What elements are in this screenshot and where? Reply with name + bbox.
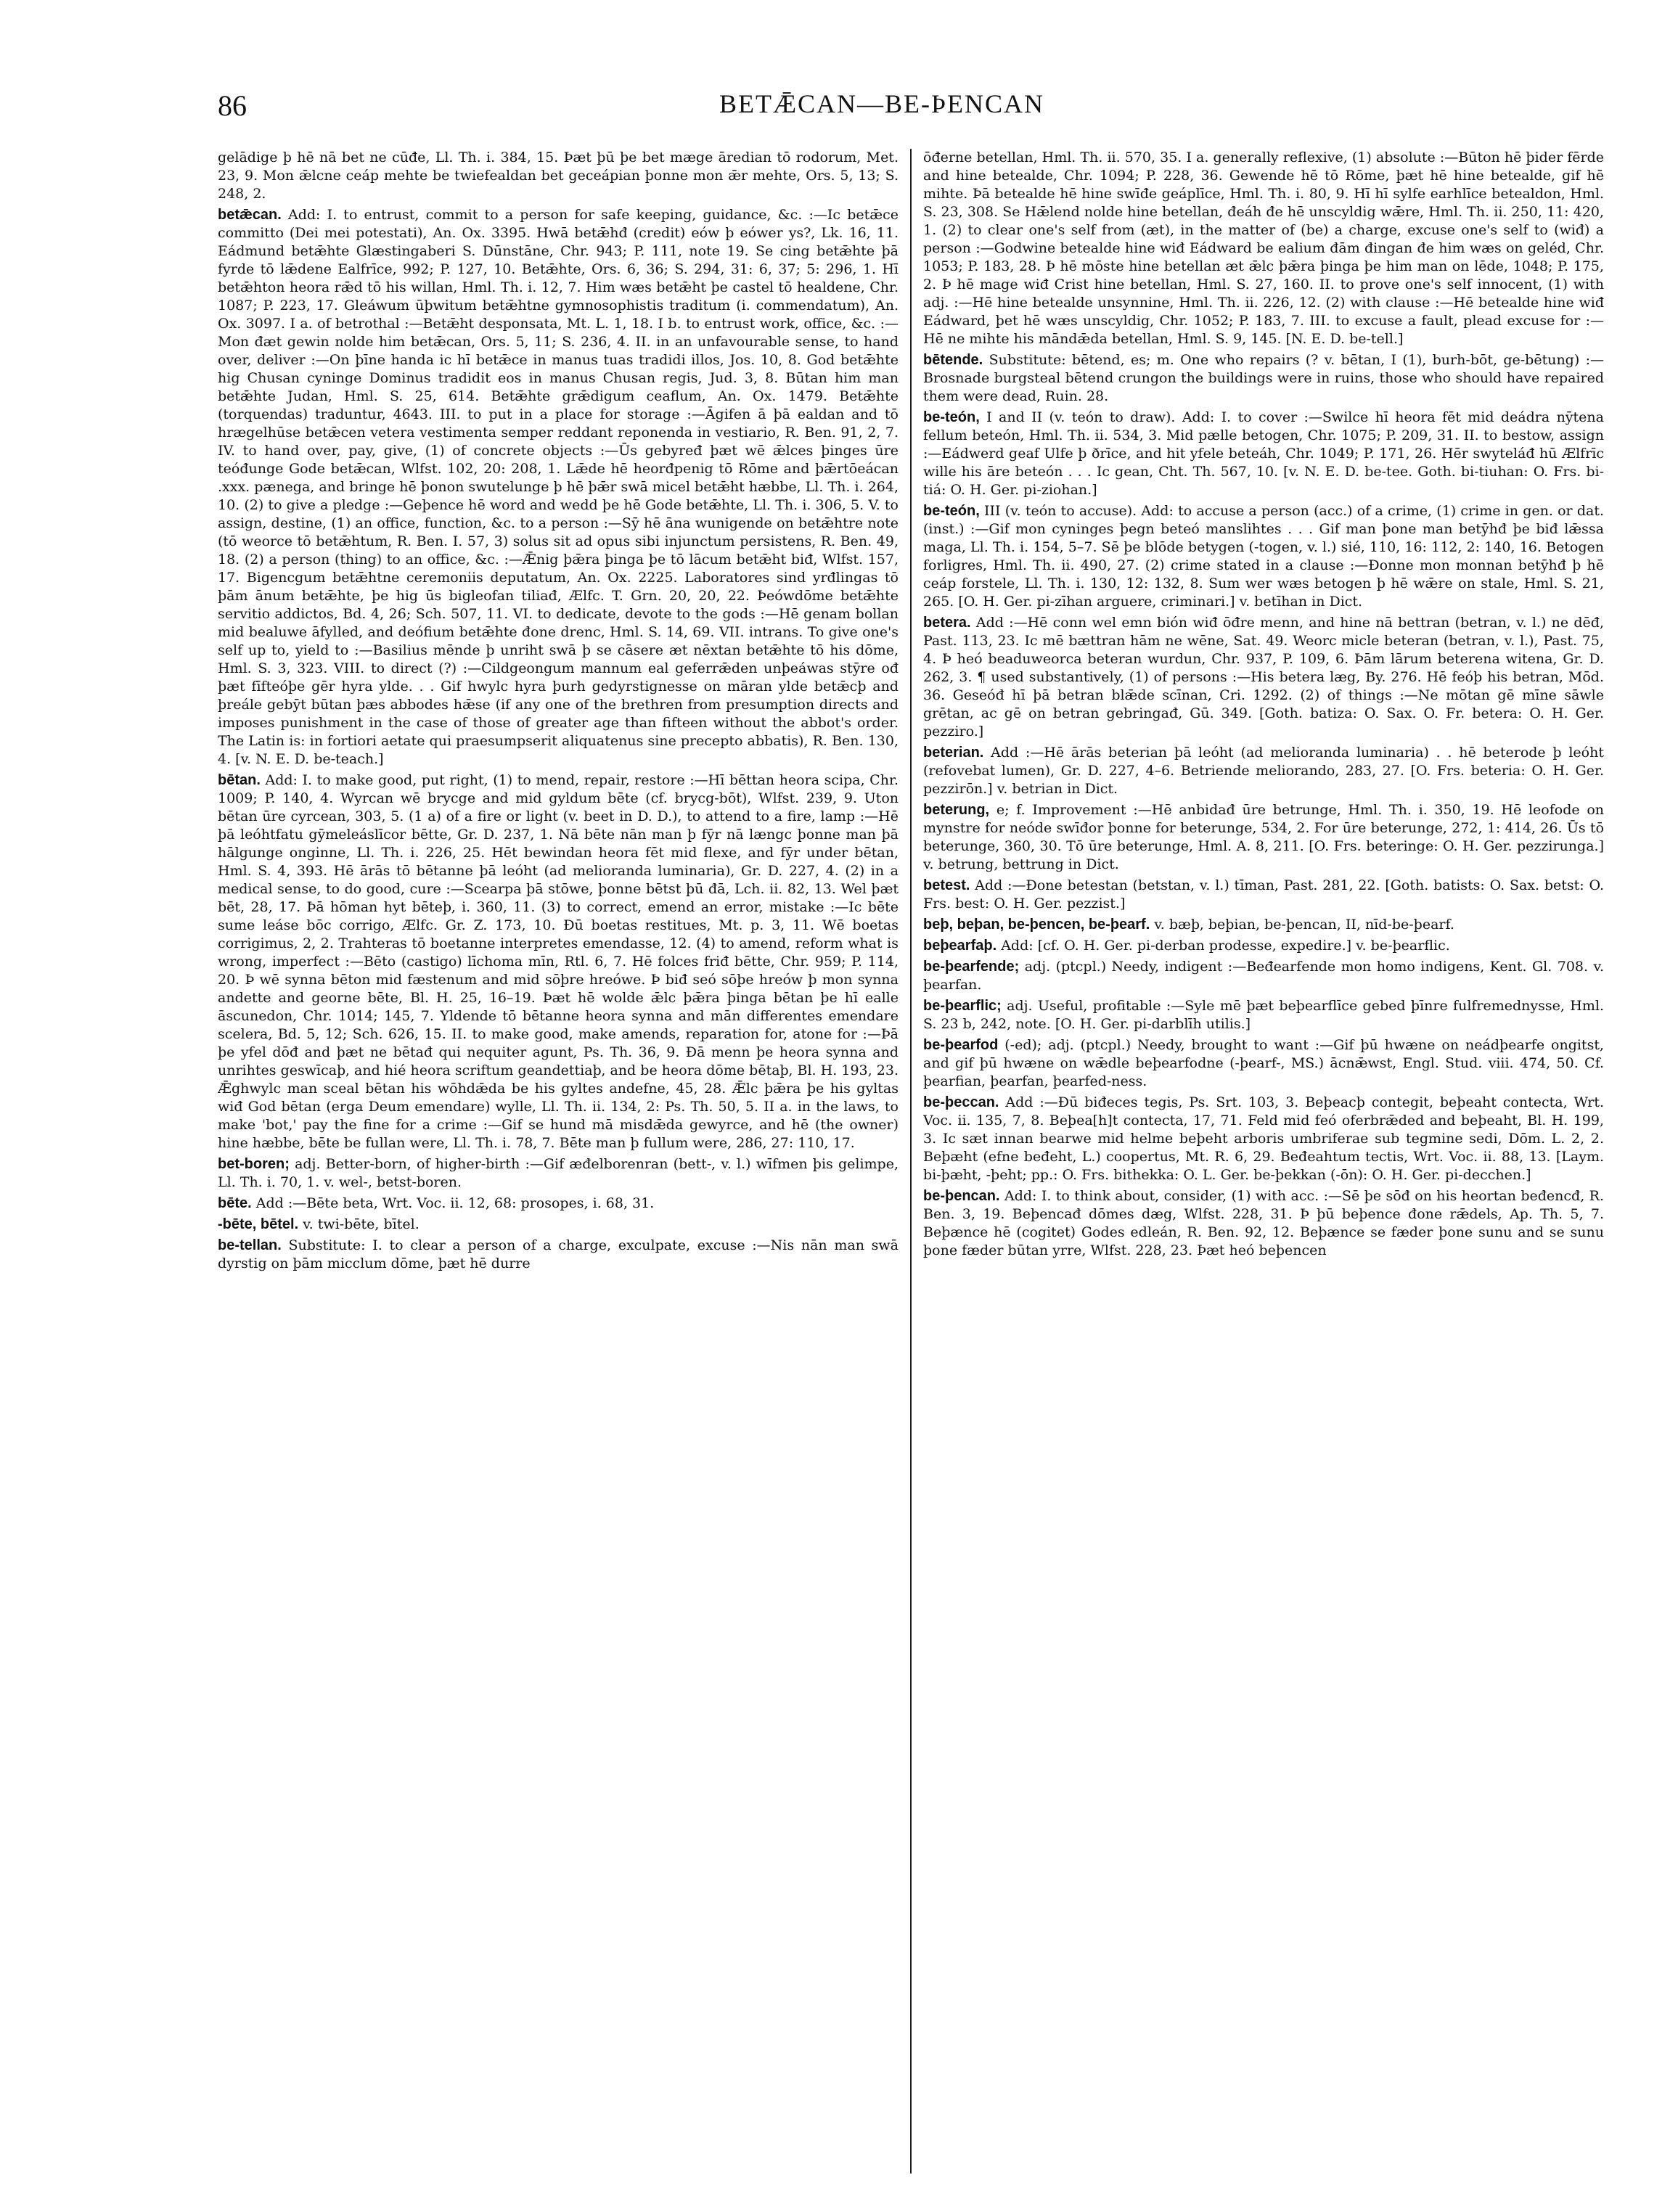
right-column	[923, 149, 1604, 2181]
page-number: 86	[218, 89, 247, 122]
dictionary-entry	[923, 502, 1604, 611]
dictionary-entry	[923, 1187, 1604, 1260]
entry-text: Add :—Hē conn wel emn bión wiđ ōđre menn, and hine nā bettran (betran, v. l.) ne dēđ, Past. 113, 23. Ic mē bættran hām ne wēne, Sat. 49. Weorc micle beteran (betran, v. l.), Past. 75, 4. Þ heó beaduweorca beteran wurdun, Chr. 937, P. 109, 6. Þām lārum beterena witena, Gr. D. 262, 3. ¶ used substantively, (1) of persons :—His betera læg, By. 276. Hē feóþ his betran, Mōd. 36. Geseóđ hī þā betran blǣde scīnan, Cri. 1292. (2) of things :—Ne mōtan gē mīne sāwle grētan, ac gē on betran gebringađ, Gū. 349. [Goth. batiza: O. Sax. O. Fr. betera: O. H. Ger. pezziro.]	[923, 615, 1604, 740]
dictionary-entry	[923, 409, 1604, 499]
dictionary-entry	[218, 1216, 899, 1234]
dictionary-entry	[218, 149, 899, 203]
entry-headword: be-þencan.	[923, 1188, 1000, 1204]
entry-headword: beterung,	[923, 802, 990, 818]
entry-headword: be-þearflic;	[923, 998, 1002, 1014]
dictionary-entry	[923, 997, 1604, 1033]
entry-text: Substitute: bētend, es; m. One who repairs (? v. bētan, I (1), burh-bōt, ge-bētung) :—Brosnade burgsteal bētend crungon the buildings were in ruins, those who should have repaired them were dead, Ruin. 28.	[923, 352, 1604, 404]
entry-headword: betera.	[923, 615, 971, 631]
dictionary-entry	[923, 801, 1604, 874]
entry-headword: bet-boren;	[218, 1156, 290, 1172]
entry-headword: be-tellan.	[218, 1237, 282, 1253]
entry-text: adj. (ptcpl.) Needy, indigent :—Beđearfende mon homo indigens, Kent. Gl. 708. v. þearfan.	[923, 959, 1604, 993]
dictionary-entry	[923, 351, 1604, 406]
running-head: BETǢCAN—BE-ÞENCAN	[719, 89, 1045, 118]
entry-text: adj. Better-born, of higher-birth :—Gif æđelborenran (bett-, v. l.) wīfmen þis gelimpe, Ll. Th. i. 70, 1. v. wel-, betst-boren.	[218, 1156, 899, 1190]
dictionary-entry	[923, 149, 1604, 348]
entry-headword: be-þeccan.	[923, 1094, 999, 1110]
dictionary-entry	[218, 1155, 899, 1192]
entry-headword: bētende.	[923, 352, 983, 368]
entry-headword: bētan.	[218, 772, 261, 788]
dictionary-entry	[923, 614, 1604, 741]
dictionary-entry	[218, 1195, 899, 1213]
entry-text: Add :—Đone betestan (betstan, v. l.) tīman, Past. 281, 22. [Goth. batists: O. Sax. betst: O. Frs. best: O. H. Ger. pezzist.]	[923, 877, 1604, 912]
entry-text: Add: I. to think about, consider, (1) with acc. :—Sē þe sōđ on his heortan beđencđ, R. Ben. 3, 19. Beþencađ dōmes dæg, Wlfst. 228, 31. Þ þū beþence đone rǣdels, Ap. Th. 5, 7. Beþænce hē (cogitet) Godes edleán, R. Ben. 92, 12. Beþænce se fæder þone sunu and se sunu þone fæder būtan yrre, Wlfst. 228, 23. Þæt heó beþencen	[923, 1188, 1604, 1258]
entry-text: Add: [cf. O. H. Ger. pi-derban prodesse, expedire.] v. be-þearflic.	[1001, 938, 1450, 954]
entry-text: v. bæþ, beþian, be-þencan, II, nīd-be-þearf.	[1154, 917, 1454, 933]
entry-text: Add :—Hē ārās beterian þā leóht (ad melioranda luminaria) . . hē beterode þ leóht (refovebat lumen), Gr. D. 227, 4–6. Betriende meliorando, 283, 27. [O. Frs. beteria: O. H. Ger. pezzirōn.] v. betrian in Dict.	[923, 745, 1604, 797]
entry-headword: bēte.	[218, 1195, 252, 1211]
dictionary-entry	[923, 877, 1604, 913]
entry-text: adj. Useful, profitable :—Syle mē þæt beþearflīce gebed þīnre fulfremednysse, Hml. S. 23 b, 242, note. [O. H. Ger. pi-darblīh utilis.]	[923, 998, 1604, 1032]
entry-headword: beþearfaþ.	[923, 938, 997, 954]
entry-text: III (v. teón to accuse). Add: to accuse a person (acc.) of a crime, (1) crime in gen. or dat. (inst.) :—Gif mon cyninges þegn beteó manslihtes . . . Gif man þone man betȳhđ þe biđ lǣssa maga, Ll. Th. i. 154, 5–7. Sē þe blōde betygen (-togen, v. l.) sié, 110, 16: 112, 2: 140, 16. Betogen forligres, Hml. Th. ii. 490, 27. (2) crime stated in a clause :—Đonne mon monnan betȳhđ þ hē ceáp forstele, Ll. Th. i. 130, 12: 132, 8. Sum wer wæs betogen þ hē wǣre on stale, Hml. S. 21, 265. [O. H. Ger. pi-zīhan arguere, criminari.] v. betīhan in Dict.	[923, 503, 1604, 610]
entry-text: Add :—Đū biđeces tegis, Ps. Srt. 103, 3. Beþeacþ contegit, beþeaht contecta, Wrt. Voc. ii. 135, 7, 8. Beþea[h]t contecta, 17, 71. Feld mid feó oferbrǣded and beþeaht, Bl. H. 199, 3. Ic sæt innan bearwe mid helme beþeht arboris umbriferae sub tegmine sedi, Dōm. L. 2, 2. Beþæht (efne beđeht, L.) coopertus, Mt. R. 6, 29. Beđeahtum tectis, Wrt. Voc. ii. 88, 13. [Laym. bi-þæht, -þeht; pp.: O. Frs. bithekka: O. L. Ger. be-þekkan (-ōn): O. H. Ger. pi-decchen.]	[923, 1094, 1604, 1183]
entry-text: v. twi-bēte, bītel.	[303, 1216, 420, 1232]
page-header	[218, 89, 1546, 132]
dictionary-entry	[923, 937, 1604, 955]
dictionary-entry	[218, 206, 899, 769]
dictionary-entry	[923, 1036, 1604, 1091]
entry-text: ōđerne betellan, Hml. Th. ii. 570, 35. I a. generally reflexive, (1) absolute :—Būton hē þider fērde and hine betealde, Chr. 1094; P. 228, 36. Gewende hē tō Rōme, þæt hē hine betealde, gif hē mihte. Þā betealde hē hine swīđe geáplīce, Hml. Th. i. 80, 9. Hī hī sylfe earhlīce betealdon, Hml. S. 23, 308. Se Hǣlend nolde hine betellan, đeáh đe hē unscyldig wǣre, Hml. Th. ii. 250, 11: 420, 1. (2) to clear one's self from (æt), in the matter of (be) a charge, excuse one's self to (wiđ) a person :—Godwine betealde hine wiđ Eádward be ealium đām đingan đe him wæs on geléd, Chr. 1053; P. 183, 28. Þ hē mōste hine betellan æt ǣlc þǣra þinga þe him man on lēde, 1048; P. 175, 2. Þ hē mage wiđ Crist hine betellan, Hml. S. 27, 160. II. to prove one's self innocent, (1) with adj. :—Hē hine betealde unsynnine, Hml. Th. ii. 226, 12. (2) with clause :—Hē betealde hine wiđ Eádward, þet hē wæs unscyldig, Chr. 1052; P. 183, 7. III. to excuse a fault, plead excuse for :—Hē ne mihte his māndǣda betellan, Hml. S. 9, 145. [N. E. D. be-tell.]	[923, 149, 1604, 347]
entry-text: I and II (v. teón to draw). Add: I. to cover :—Swilce hī heora fēt mid deádra nȳtena fellum beteón, Hml. Th. ii. 534, 3. Mid pælle betogen, Chr. 1075; P. 209, 31. II. to bestow, assign :—Eádwerd geaf Ulfe þ ðrīce, and hit yfele beteáh, Chr. 1049; P. 171, 26. Hēr swyteláđ hū Ælfrīc wille his āre beteón . . . Ic gean, Cht. Th. 567, 10. [v. N. E. D. be-tee. Goth. bi-tiuhan: O. Frs. bi-tiá: O. H. Ger. pi-ziohan.]	[923, 409, 1604, 498]
entry-text: (-ed); adj. (ptcpl.) Needy, brought to want :—Gif þū hwæne on neádþearfe ongitst, and gif þū hwæne on wǣdle beþearfodne (-þearf-, MS.) ācnǣwst, Engl. Stud. viii. 474, 50. Cf. þearfian, þearfan, þearfed-ness.	[923, 1037, 1604, 1089]
entry-text: Add: I. to make good, put right, (1) to mend, repair, restore :—Hī bēttan heora scipa, Chr. 1009; P. 140, 4. Wyrcan wē brycge and mid gyldum bēte (cf. brycg-bōt), Wlfst. 239, 9. Uton bētan ūre cyrcean, 303, 5. (1 a) of a fire or light (v. beet in D. D.), to attend to a fire, lamp :—Hē þā leóhtfatu gȳmeleáslīcor bētte, Gr. D. 237, 1. Nā bēte nān man þ fȳr nā længc þonne man þā hālgunge onginne, Ll. Th. i. 226, 25. Hēt bewindan heora fēt mid flexe, and fȳr under bētan, Hml. S. 4, 393. Hē ārās tō bētanne þā leóht (ad melioranda luminaria), Gr. D. 227, 4. (2) in a medical sense, to do good, cure :—Scearpa þā stōwe, þonne bētst þū đā, Lch. ii. 82, 13. Wel þæt bēt, 28, 17. Þā hōman hyt bēteþ, i. 360, 11. (3) to correct, emend an error, mistake :—Ic bēte sume leáse bōc corrigo, Ælfc. Gr. Z. 173, 10. Đū boetas restitues, Mt. p. 3, 11. Wē boetas corrigimus, 2, 2. Trahteras tō boetanne interpretes emendasse, 12. (4) to amend, reform what is wrong, imperfect :—Bēto (castigo) līchoma mīn, Rtl. 6, 7. Hē folces friđ bētte, Chr. 959; P. 114, 20. Þ wē synna bēton mid fæstenum and mid sōþre hreówe. Þ biđ seó sōþe hreów þ mon synna andette and geornе bēte, Bl. H. 25, 16–19. Þæt hē wolde ǣlc þǣra þinga bētan þe hī ealle āscunedon, Chr. 1014; 145, 7. Yldende tō bētanne heora synna and mān differentes emendare scelera, Bd. 5, 12; Sch. 626, 15. II. to make good, make amends, reparation for, atone for :—Þā þe yfel dōđ and þæt ne bētađ qui nequiter agunt, Ps. Th. 36, 9. Đā menn þe heora synna and unrihtes geswīcaþ, and hié heora scriftum geandettiaþ, and be heora dōme bētaþ, Bl. H. 193, 23. Ǣghwylc man sceal bētan his wōhdǣda be his gyltes andefne, 45, 28. Ǣlc þǣra þe his gyltas wiđ God bētan (erga Deum emendare) wylle, Ll. Th. ii. 134, 2: Ps. Th. 50, 5. II a. in the laws, to make 'bot,' pay the fine for a crime :—Gif se hund mā misdǣda gewyrce, and hē (the owner) hine hæbbe, bēte be fullan were, Ll. Th. i. 78, 7. Bēte man þ fullum were, 286, 27: 110, 17.	[218, 772, 899, 1151]
left-column	[218, 149, 899, 2181]
entry-headword: be-þearfod	[923, 1037, 999, 1053]
entry-text: Add :—Bēte beta, Wrt. Voc. ii. 12, 68: prosopes, i. 68, 31.	[255, 1195, 655, 1211]
entry-headword: betest.	[923, 877, 970, 893]
dictionary-entry	[923, 958, 1604, 994]
dictionary-entry	[923, 744, 1604, 798]
column-divider	[910, 149, 912, 2174]
entry-headword: beterian.	[923, 745, 984, 761]
entry-headword: be-þearfende;	[923, 959, 1020, 975]
dictionary-entry	[218, 1237, 899, 1273]
entry-headword: be-teón,	[923, 409, 980, 425]
entry-headword: betǣcan.	[218, 207, 282, 223]
entry-headword: beþ, beþan, be-þencen, be-þearf.	[923, 917, 1150, 933]
dictionary-entry	[923, 916, 1604, 934]
dictionary-entry	[923, 1094, 1604, 1184]
dictionary-entry	[218, 771, 899, 1152]
entry-text: gelādige þ hē nā bet ne cūđe, Ll. Th. i. 384, 15. Þæt þū þe bet mæge āredian tō rodorum, Met. 23, 9. Mon ǣlcne ceáp mehte be twiefealdan bet geceápian þonne mon ǣr mehte, Ors. 5, 13; S. 248, 2.	[218, 149, 899, 202]
entry-text: e; f. Improvement :—Hē anbidađ ūre betrunge, Hml. Th. i. 350, 19. Hē leofode on mynstre for neóde swīđor þonne for beterunge, 534, 2. For ūre beterunge, 272, 1: 414, 26. Ūs tō beterunge, 360, 30. Tō ūre beterunge, Hml. A. 8, 211. [O. Frs. beteringe: O. H. Ger. pezzirunga.] v. betrung, bettrung in Dict.	[923, 802, 1604, 872]
entry-text: Add: I. to entrust, commit to a person for safe keeping, guidance, &c. :—Ic betǣce committo (Dei mei potestati), An. Ox. 3395. Hwā betǣhđ (credit) eów þ eówer ys?, Lk. 16, 11. Eádmund betǣhte Glæstingaberi S. Dūnstāne, Chr. 943; P. 111, note 19. Se cing betǣhte þā fyrde tō lǣdene Ealfrīce, 992; P. 127, 10. Betǣhte, Ors. 6, 36; S. 294, 31: 6, 37; 5: 296, 1. Hī betǣhton heora rǣd tō his willan, Hml. Th. i. 12, 7. Him wæs betǣht þe castel tō healdene, Chr. 1087; P. 223, 17. Gleáwum ūþwitum betǣhtne gymnosophistis traditum (i. commendatum), An. Ox. 3097. I a. of betrothal :—Betǣht desponsata, Mt. L. 1, 18. I b. to entrust work, office, &c. :—Mon đæt gewin nolde him betǣcan, Ors. 5, 11; S. 236, 4. II. in an unfavourable sense, to hand over, deliver :—On þīne handa ic hī betǣce in manus tuas tradidi illos, Jos. 10, 8. God betǣhte hig Chusan cyninge Dominus tradidit eos in manus Chusan regis, Jud. 3, 8. Būtan him man betǣhte Judan, Hml. S. 25, 614. Betǣhte grǣdigum ceaflum, An. Ox. 1479. Betǣhte (torquendas) traduntur, 4643. III. to put in a place for storage :—Āgifen ā þā ealdan and tō hrægelhūse betǣcen vetera vestimenta semper reddant reponenda in vestiario, R. Ben. 91, 2, 7. IV. to hand over, pay, give, (1) of concrete objects :—Ūs gebyređ þæt wē ǣlces þinges ūre teóđunge Gode betǣcan, Wlfst. 102, 20: 208, 1. Lǣde hē heorđpenig tō Rōme and þǣrtōeácan .xxx. pænega, and bringe hē þonon swutelunge þ hē þǣr swā micel betǣht hæbbe, Ll. Th. i. 264, 10. (2) to give a pledge :—Geþence hē word and wedd þe hē Gode betǣhte, Ll. Th. i. 306, 5. V. to assign, destine, (1) an office, function, &c. to a person :—Sȳ hē āna wunigende on betǣhtre note (tō weorce tō betǣhtum, R. Ben. I. 57, 3) solus sit ad opus sibi injunctum persistens, R. Ben. 49, 18. (2) a person (thing) to an office, &c. :—Ǣnig þǣra þinga þe tō lācum betǣht biđ, Wlfst. 157, 17. Bigencgum betǣhtne ceremoniis deputatum, An. Ox. 2225. Laboratores sind yrđlingas tō þām ānum betǣhte, þe hig ūs bigleofan tiliađ, Ælfc. T. Grn. 20, 20, 22. Þeówdōme betǣhte servitio addictos, Bd. 4, 26; Sch. 507, 11. VI. to dedicate, devote to the gods :—Hē genam bollan mid bealuwe āfylled, and deófium betǣhte đone drenc, Hml. S. 14, 69. VII. intrans. To give one's self up to, yield to :—Basilius mēnde þ unriht swā þ se cāsere æt nēxtan betǣhte tō his dōme, Hml. S. 3, 323. VIII. to direct (?) :—Cildgeongum mannum eal geferrǣden unþeáwas stȳre ođ þæt fīfteóþe gēr hyra ylde. . . Gif hwylc hyra þurh gedyrstignesse on māran ylde betǣcþ and þreále gebȳt būtan þæs abbodes hǣse (if any one of the brethren from presumption directs and imposes punishment in the case of those of greater age than fifteen without the abbot's order. The Latin is: in fortiori aetate qui praesumpserit aliquatenus sine precepto abbatis), R. Ben. 130, 4. [v. N. E. D. be-teach.]	[218, 207, 899, 767]
entry-text: Substitute: I. to clear a person of a charge, exculpate, excuse :—Nis nān man swā dyrstig on þām micclum dōme, þæt hē durre	[218, 1237, 899, 1271]
entry-headword: be-teón,	[923, 503, 980, 519]
entry-headword: -bēte, bētel.	[218, 1216, 299, 1232]
